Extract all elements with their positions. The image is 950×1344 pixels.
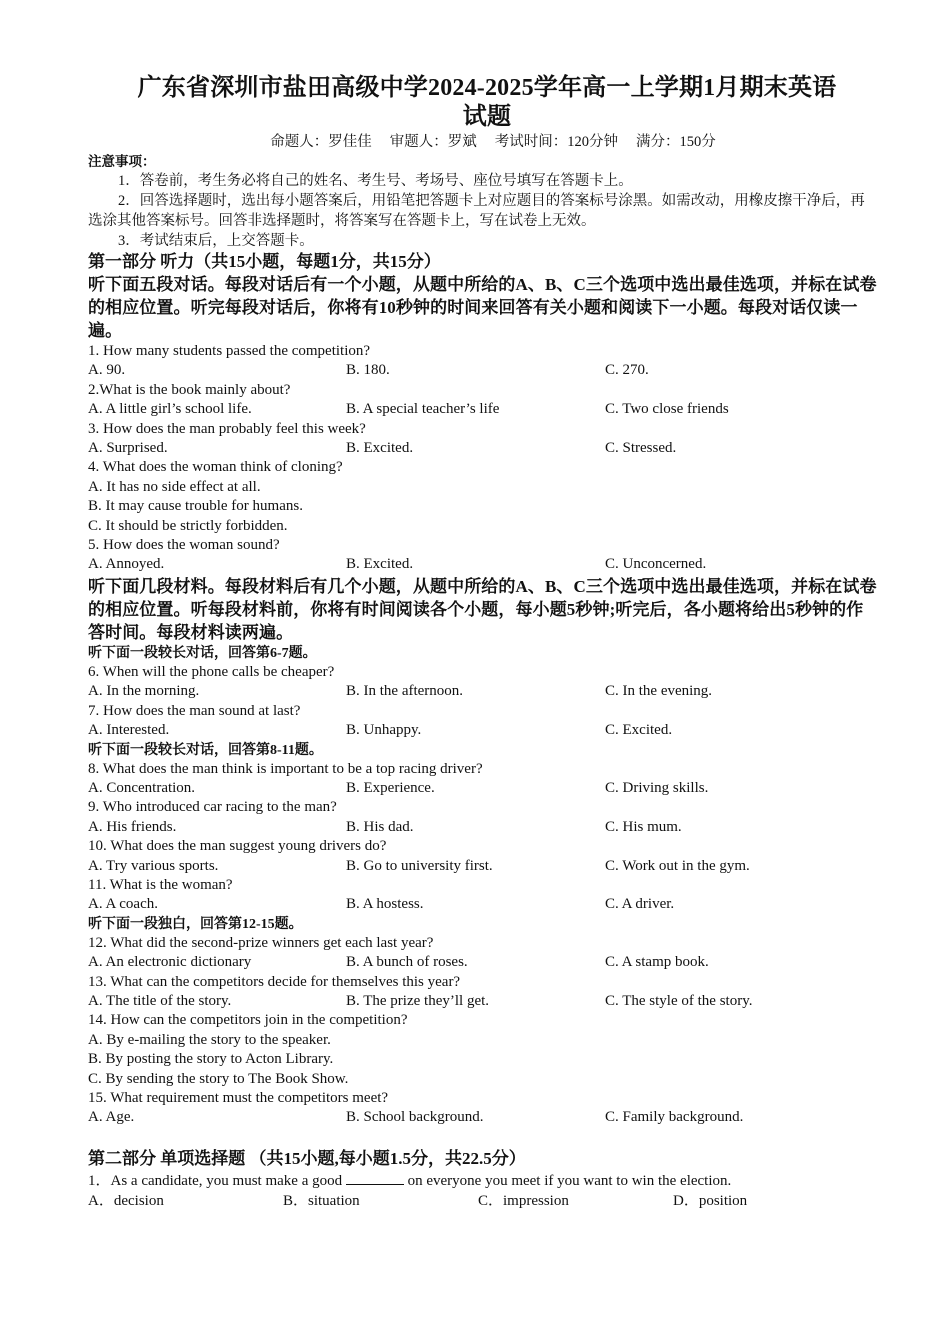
question-7: 7. How does the man sound at last? [88,702,301,719]
option-b: B. Excited. [346,440,414,457]
option-b: B. Experience. [346,779,435,796]
option-c: C. Family background. [605,1109,744,1126]
option-a: A. Concentration. [88,779,196,796]
option-c: C. Unconcerned. [605,556,707,573]
options-11 [88,895,878,914]
option-a: A. In the morning. [88,683,200,700]
question-text: on everyone you meet if you want to win the election. [407,1172,732,1189]
question-6: 6. When will the phone calls be cheaper? [88,663,335,680]
section-heading: 听下面一段较长对话，回答第8-11题。 [88,742,323,758]
option-b: B. Excited. [346,556,414,573]
option-b: B. In the afternoon. [346,683,464,700]
options-15 [88,1108,878,1127]
spacer [88,1128,878,1148]
option-b: B. Go to university first. [346,857,493,874]
options-13 [88,992,878,1011]
options-9 [88,818,878,837]
question-14: 14. How can the competitors join in the competition? [88,1012,408,1029]
option-b: B．situation [283,1193,360,1210]
option-a: A. By e-mailing the story to the speaker. [88,1031,331,1048]
options-2 [88,400,878,419]
question-10: 10. What does the man suggest young drivers do? [88,838,387,855]
option-c: C. Stressed. [605,440,677,457]
part2-options-1 [88,1191,878,1211]
notice-item: 2．回答选择题时，选出每小题答案后，用铅笔把答题卡上对应题目的答案标号涂黑。如需改动，用橡皮擦干净后，再选涂其他答案标号。回答非选择题时，将答案写在答题卡上，写在试卷上无效。 [88,193,865,229]
option-c: C. Two close friends [605,401,729,418]
option-c: C. Driving skills. [605,779,709,796]
option-b: B. A special teacher’s life [346,401,500,418]
option-c: C. It should be strictly forbidden. [88,517,288,534]
part1-instruction-1: 听下面五段对话。每段对话后有一个小题，从题中所给的A、B、C三个选项中选出最佳选项，并标在试卷的相应位置。听完每段对话后，你将有10秒钟的时间来回答有关小题和阅读下一小题。每段对话仅读一遍。 [88,275,877,340]
setter: 命题人：罗佳佳 [270,134,372,150]
option-a: A. His friends. [88,818,177,835]
option-d: D．position [673,1193,748,1210]
option-a: A. The title of the story. [88,992,232,1009]
option-b: B. Unhappy. [346,722,422,739]
question-9: 9. Who introduced car racing to the man? [88,799,337,816]
part2-question-1 [88,1170,878,1191]
section-heading: 听下面一段独白，回答第12-15题。 [88,916,303,932]
option-c: C. Work out in the gym. [605,857,750,874]
option-c: C. 270. [605,362,649,379]
question-13: 13. What can the competitors decide for themselves this year? [88,973,461,990]
option-c: C. The style of the story. [605,992,753,1009]
option-c: C. By sending the story to The Book Show. [88,1070,349,1087]
option-c: C. A stamp book. [605,954,709,971]
part2-heading: 第二部分 单项选择题 （共15小题,每小题1.5分，共22.5分） [88,1148,526,1168]
option-c: C. His mum. [605,818,682,835]
full-score: 满分：150分 [636,134,716,150]
option-a: A. A little girl’s school life. [88,401,252,418]
option-a: A. Age. [88,1109,135,1126]
option-b: B. It may cause trouble for humans. [88,498,303,515]
question-12: 12. What did the second-prize winners get each last year? [88,934,434,951]
question-4: 4. What does the woman think of cloning? [88,459,343,476]
exam-title [82,74,892,132]
question-text: 1．As a candidate, you must make a good [88,1172,343,1189]
question-2: 2.What is the book mainly about? [88,381,291,398]
question-3: 3. How does the man probably feel this week? [88,420,366,437]
option-c: C. Excited. [605,722,673,739]
options-8 [88,779,878,798]
option-b: B. A hostess. [346,896,424,913]
exam-meta [108,132,878,152]
question-8: 8. What does the man think is important to be a top racing driver? [88,760,483,777]
options-7 [88,721,878,740]
option-a: A. Interested. [88,722,170,739]
options-6 [88,682,878,701]
option-b: B. By posting the story to Acton Library. [88,1051,334,1068]
notice-item: 3．考试结束后，上交答题卡。 [118,233,314,249]
option-b: B. 180. [346,362,390,379]
answer-blank [346,1170,404,1185]
notice-heading: 注意事项： [88,154,156,169]
question-11: 11. What is the woman? [88,876,233,893]
options-5 [88,555,878,574]
option-a: A. It has no side effect at all. [88,478,261,495]
title-line-1: 广东省深圳市盐田高级中学2024-2025学年高一上学期1月期末英语 [137,75,837,101]
option-b: B. His dad. [346,818,414,835]
section-heading: 听下面一段较长对话，回答第6-7题。 [88,645,317,661]
options-10 [88,857,878,876]
question-15: 15. What requirement must the competitors meet? [88,1090,389,1106]
option-a: A. Try various sports. [88,857,219,874]
title-line-2: 试题 [462,104,512,130]
question-1: 1. How many students passed the competition? [88,343,371,359]
exam-page [88,74,878,1211]
option-a: A. Surprised. [88,440,168,457]
options-3 [88,439,878,458]
option-c: C. In the evening. [605,683,713,700]
option-c: C. A driver. [605,896,675,913]
option-a: A. Annoyed. [88,556,165,573]
question-5: 5. How does the woman sound? [88,537,280,554]
option-a: A. An electronic dictionary [88,954,252,971]
notice-item: 1．答卷前，考生务必将自己的姓名、考生号、考场号、座位号填写在答题卡上。 [118,173,633,189]
option-b: B. The prize they’ll get. [346,992,490,1009]
reviewer: 审题人：罗斌 [389,134,477,150]
exam-time: 考试时间：120分钟 [494,134,618,150]
part1-heading: 第一部分 听力（共15小题，每题1分，共15分） [88,252,441,271]
option-b: B. School background. [346,1109,484,1126]
option-a: A．decision [88,1193,164,1210]
option-a: A. 90. [88,362,126,379]
part1-instruction-2: 听下面几段材料。每段材料后有几个小题，从题中所给的A、B、C三个选项中选出最佳选项，并标在试卷的相应位置。听每段材料前，你将有时间阅读各个小题，每小题5秒钟;听完后，各小题将给出5秒钟的作答时间。每段材料读两遍。 [88,576,877,642]
options-1 [88,361,878,380]
options-12 [88,953,878,972]
option-a: A. A coach. [88,896,158,913]
option-b: B. A bunch of roses. [346,954,468,971]
option-c: C．impression [478,1193,569,1210]
